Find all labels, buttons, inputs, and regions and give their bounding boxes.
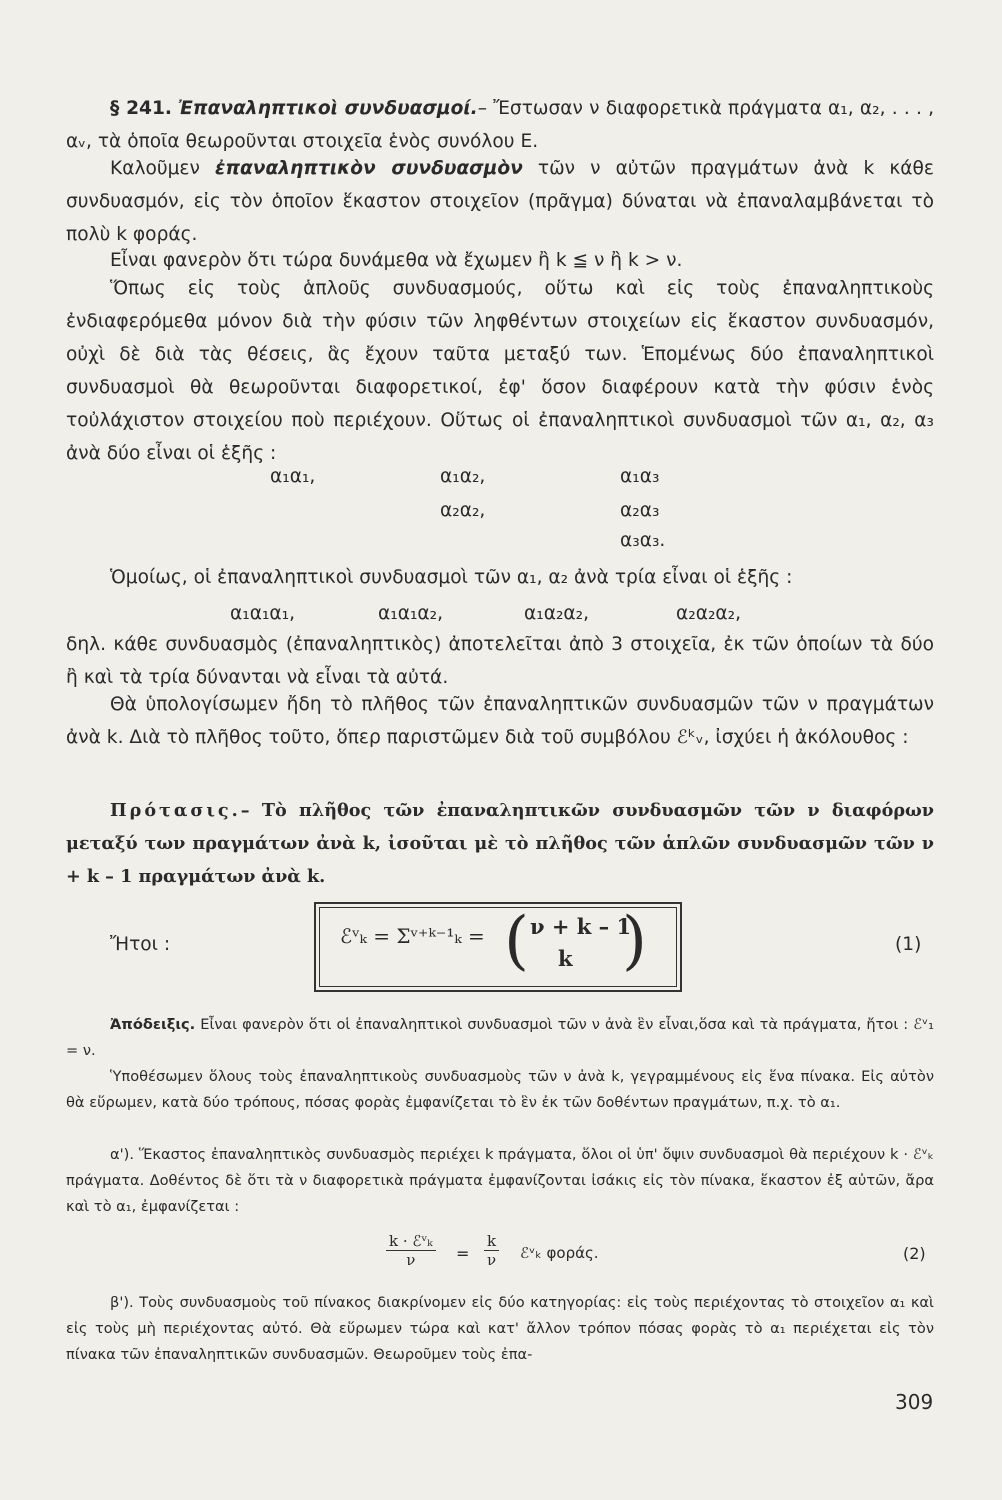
eq2-left-fraction — [386, 1232, 436, 1269]
eq2-mid-numerator: k — [484, 1232, 499, 1251]
proof-p3 — [66, 1142, 934, 1220]
proposition — [66, 794, 934, 893]
definition-rest: τῶν ν αὐτῶν πραγμάτων ἀνὰ k κάθε συνδυασμόν, εἰς τὸν ὁποῖον ἕκαστον στοιχεῖον (πρᾶγμα) δύναται νὰ ἐπαναλαμβάνεται τὸ πολὺ k φοράς. — [66, 158, 934, 245]
eq2-numerator: k · ℰᵛₖ — [386, 1232, 436, 1251]
triple-cell: α₂α₂α₂, — [676, 603, 742, 624]
definition — [66, 152, 934, 251]
triple-cell: α₁α₂α₂, — [524, 603, 590, 624]
para-count-text: Θὰ ὑπολογίσωμεν ἤδη τὸ πλῆθος τῶν ἐπαναληπτικῶν συνδυασμῶν τῶν ν πραγμάτων ἀνὰ k. Διὰ τὸ πλῆθος τοῦτο, ὅπερ παριστῶμεν διὰ τοῦ συμβόλου ℰᵏᵥ, ἰσχύει ἡ ἀκόλουθος : — [66, 694, 934, 748]
definition-start: Καλοῦμεν — [110, 158, 200, 179]
eq2-mid-fraction — [484, 1232, 499, 1269]
para-similarly — [66, 561, 934, 594]
binomial-bottom: k — [558, 946, 573, 971]
pair-cell: α₃α₃. — [620, 530, 666, 551]
triple-cell: α₁α₁α₂, — [378, 603, 444, 624]
para-obvious-text: Εἶναι φανερὸν ὅτι τώρα δυνάμεθα νὰ ἔχωμεν ἢ k ≦ ν ἢ k > ν. — [110, 250, 683, 271]
proof-p4-text: β'). Τοὺς συνδυασμοὺς τοῦ πίνακος διακρίνομεν εἰς δύο κατηγορίας: εἰς τοὺς περιέχοντας τὸ στοιχεῖον α₁ καὶ εἰς τοὺς μὴ περιέχοντας αὐτό. Θὰ εὕρωμεν τώρα καὶ κατ' ἄλλον τρόπον πόσας φορὰς τὸ α₁ περιέχεται εἰς τὸν πίνακα τῶν ἐπαναληπτικῶν συνδυασμῶν. Θεωροῦμεν τοὺς ἐπα- — [66, 1294, 934, 1363]
proposition-label: Πρότασις. — [110, 800, 241, 821]
formula-box — [314, 902, 682, 992]
proof-p2 — [66, 1064, 934, 1116]
right-paren-icon: ) — [622, 904, 647, 978]
pair-cell: α₁α₁, — [270, 466, 316, 487]
proposition-text: – Τὸ πλῆθος τῶν ἐπαναληπτικῶν συνδυασμῶν τῶν ν διαφόρων μεταξύ των πραγμάτων ἀνὰ k, ἰσοῦται μὲ τὸ πλῆθος τῶν ἁπλῶν συνδυασμῶν τῶν ν + k – 1 πραγμάτων ἀνὰ k. — [66, 800, 934, 887]
triple-cell: α₁α₁α₁, — [230, 603, 296, 624]
page-number: 309 — [895, 1390, 934, 1414]
formula-left: ℰᵛₖ = Σᵛ⁺ᵏ⁻¹ₖ = — [340, 924, 485, 948]
proof-text: Εἶναι φανερὸν ὅτι οἱ ἐπαναληπτικοὶ συνδυασμοὶ τῶν ν ἀνὰ ἓν εἶναι,ὅσα καὶ τὰ πράγματα, ἤτοι : ℰᵛ₁ = ν. — [66, 1016, 934, 1059]
definition-term: ἐπαναληπτικὸν συνδυασμὸν — [214, 158, 523, 179]
proof — [66, 1012, 934, 1064]
para-count — [66, 688, 934, 754]
binomial-top: ν + k – 1 — [530, 914, 632, 939]
eq2-tail: ℰᵛₖ φοράς. — [520, 1244, 599, 1262]
para-triples-note — [66, 628, 934, 694]
proof-p3-text: α'). Ἕκαστος ἐπαναληπτικὸς συνδυασμὸς περιέχει k πράγματα, ὅλοι οἱ ὑπ' ὄψιν συνδυασμοὶ θὰ περιέχουν k · ℰᵛₖ πράγματα. Δοθέντος δὲ ὅτι τὰ ν διαφορετικὰ πράγματα ἐμφανίζονται ἰσάκις εἰς τὸν πίνακα, ἕκαστον ἐξ αὐτῶν, ἄρα καὶ τὸ α₁, ἐμφανίζεται : — [66, 1146, 934, 1215]
para-difference-text: Ὅπως εἰς τοὺς ἁπλοῦς συνδυασμούς, οὕτω καὶ εἰς τοὺς ἐπαναληπτικοὺς ἐνδιαφερόμεθα μόνον διὰ τὴν φύσιν τῶν ληφθέντων στοιχείων εἰς ἕκαστον συνδυασμόν, οὐχὶ δὲ διὰ τὰς θέσεις, ἃς ἔχουν ταῦτα μεταξύ των. Ἑπομένως δύο ἐπαναληπτικοὶ συνδυασμοὶ θὰ θεωροῦνται διαφορετικοί, ἐφ' ὅσον διαφέρουν κατὰ τὴν φύσιν ἑνὸς τοὐλάχιστον στοιχείου ποὺ περιέχουν. Οὕτως οἱ ἐπαναληπτικοὶ συνδυασμοὶ τῶν α₁, α₂, α₃ ἀνὰ δύο εἶναι οἱ ἑξῆς : — [66, 278, 934, 464]
section-title: Ἐπαναληπτικοὶ συνδυασμοί. — [178, 98, 478, 119]
section-intro-text: – Ἔστωσαν ν διαφορετικὰ πράγματα α₁, α₂, . . . , αᵥ, τὰ ὁποῖα θεωροῦνται στοιχεῖα ἑνὸς συνόλου Ε. — [66, 98, 934, 152]
equation-number-1: (1) — [895, 934, 922, 955]
binomial-coefficient — [504, 904, 647, 982]
pair-cell: α₂α₃ — [620, 500, 660, 521]
equation-number-2: (2) — [903, 1244, 926, 1263]
section-number: § 241. — [110, 98, 172, 119]
eq2-mid-denominator: ν — [486, 1251, 497, 1269]
section-intro — [66, 92, 934, 158]
proof-p2-text: Ὑποθέσωμεν ὅλους τοὺς ἐπαναληπτικοὺς συνδυασμοὺς τῶν ν ἀνὰ k, γεγραμμένους εἰς ἕνα πίνακα. Εἰς αὐτὸν θὰ εὕρωμεν, κατὰ δύο τρόπους, πόσας φορὰς ἐμφανίζεται τὸ ἓν ἐκ τῶν δοθέντων πραγμάτων, π.χ. τὸ α₁. — [66, 1068, 934, 1111]
pair-cell: α₁α₃ — [620, 466, 660, 487]
left-paren-icon: ( — [504, 904, 529, 978]
pair-cell: α₁α₂, — [440, 466, 486, 487]
para-difference — [66, 272, 934, 470]
proof-p4 — [66, 1290, 934, 1368]
para-similarly-text: Ὁμοίως, οἱ ἐπαναληπτικοὶ συνδυασμοὶ τῶν α₁, α₂ ἀνὰ τρία εἶναι οἱ ἑξῆς : — [110, 567, 793, 588]
formula-lead: Ἤτοι : — [110, 934, 171, 955]
eq2-equals: = — [456, 1244, 470, 1263]
eq2-denominator: ν — [406, 1251, 416, 1269]
proof-label: Ἀπόδειξις. — [110, 1016, 196, 1033]
pair-cell: α₂α₂, — [440, 500, 486, 521]
para-triples-note-text: δηλ. κάθε συνδυασμὸς (ἐπαναληπτικὸς) ἀποτελεῖται ἀπὸ 3 στοιχεῖα, ἐκ τῶν ὁποίων τὰ δύο ἢ καὶ τὰ τρία δύνανται νὰ εἶναι τὰ αὐτά. — [66, 634, 934, 688]
